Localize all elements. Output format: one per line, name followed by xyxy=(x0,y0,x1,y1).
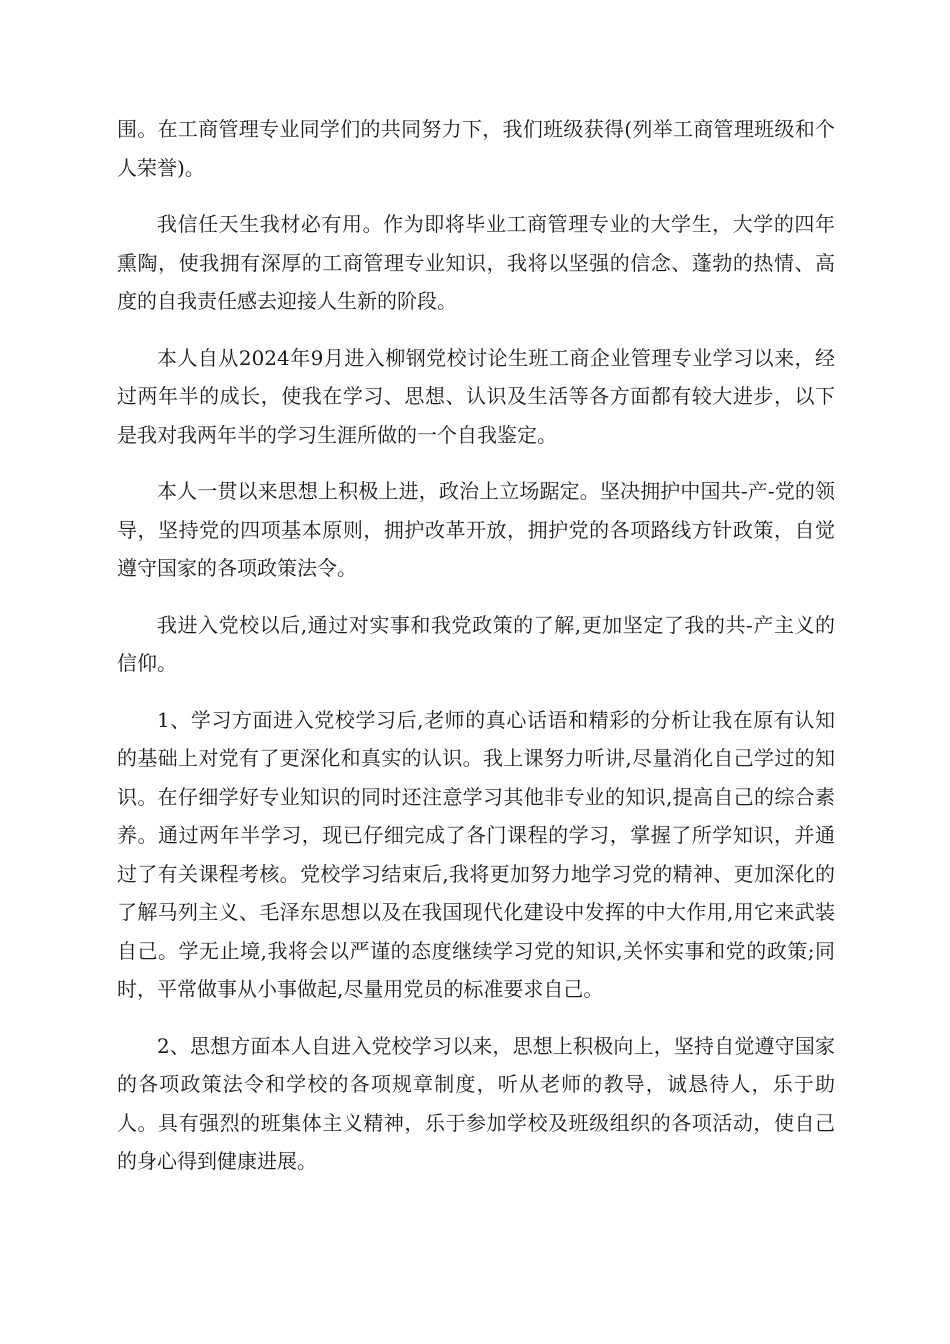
paragraph-belief: 我进入党校以后,通过对实事和我党政策的了解,更加坚定了我的共-产主义的信仰。 xyxy=(117,612,835,675)
paragraph-thought: 2、思想方面本人自进入党校学习以来，思想上积极向上，坚持自觉遵守国家的各项政策法令和学校的各项规章制度，听从老师的教导，诚恳待人，乐于助人。具有强烈的班集体主义精神，乐于参加学校及班级组织的各项活动，使自己的身心得到健康进展。 xyxy=(117,1033,835,1173)
paragraph-study: 1、学习方面进入党校学习后,老师的真心话语和精彩的分析让我在原有认知的基础上对党有了更深化和真实的认识。我上课努力听讲,尽量消化自己学过的知识。在仔细学好专业知识的同时还注意学习其他非专业的知识,提高自己的综合素养。通过两年半学习，现已仔细完成了各门课程的学习，掌握了所学知识，并通过了有关课程考核。党校学习结束后,我将更加努力地学习党的精神、更加深化的了解马列主义、毛泽东思想以及在我国现代化建设中发挥的中大作用,用它来武装自己。学无止境,我将会以严谨的态度继续学习党的知识,关怀实事和党的政策;同时，平常做事从小事做起,尽量用党员的标准要求自己。 xyxy=(117,707,835,1001)
paragraph-confidence: 我信任天生我材必有用。作为即将毕业工商管理专业的大学生，大学的四年熏陶，使我拥有深厚的工商管理专业知识，我将以坚强的信念、蓬勃的热情、高度的自我责任感去迎接人生新的阶段。 xyxy=(117,212,835,313)
document-body xyxy=(117,110,835,1199)
paragraph-continuation: 围。在工商管理专业同学们的共同努力下，我们班级获得(列举工商管理班级和个人荣誉)。 xyxy=(117,117,835,180)
paragraph-introduction: 本人自从2024年9月进入柳钢党校讨论生班工商企业管理专业学习以来，经过两年半的成长，使我在学习、思想、认识及生活等各方面都有较大进步，以下是我对我两年半的学习生涯所做的一个自我鉴定。 xyxy=(117,345,835,447)
paragraph-political-stance: 本人一贯以来思想上积极上进，政治上立场踞定。坚决拥护中国共-产-党的领导，坚持党的四项基本原则，拥护改革开放，拥护党的各项路线方针政策，自觉遵守国家的各项政策法令。 xyxy=(117,479,835,580)
